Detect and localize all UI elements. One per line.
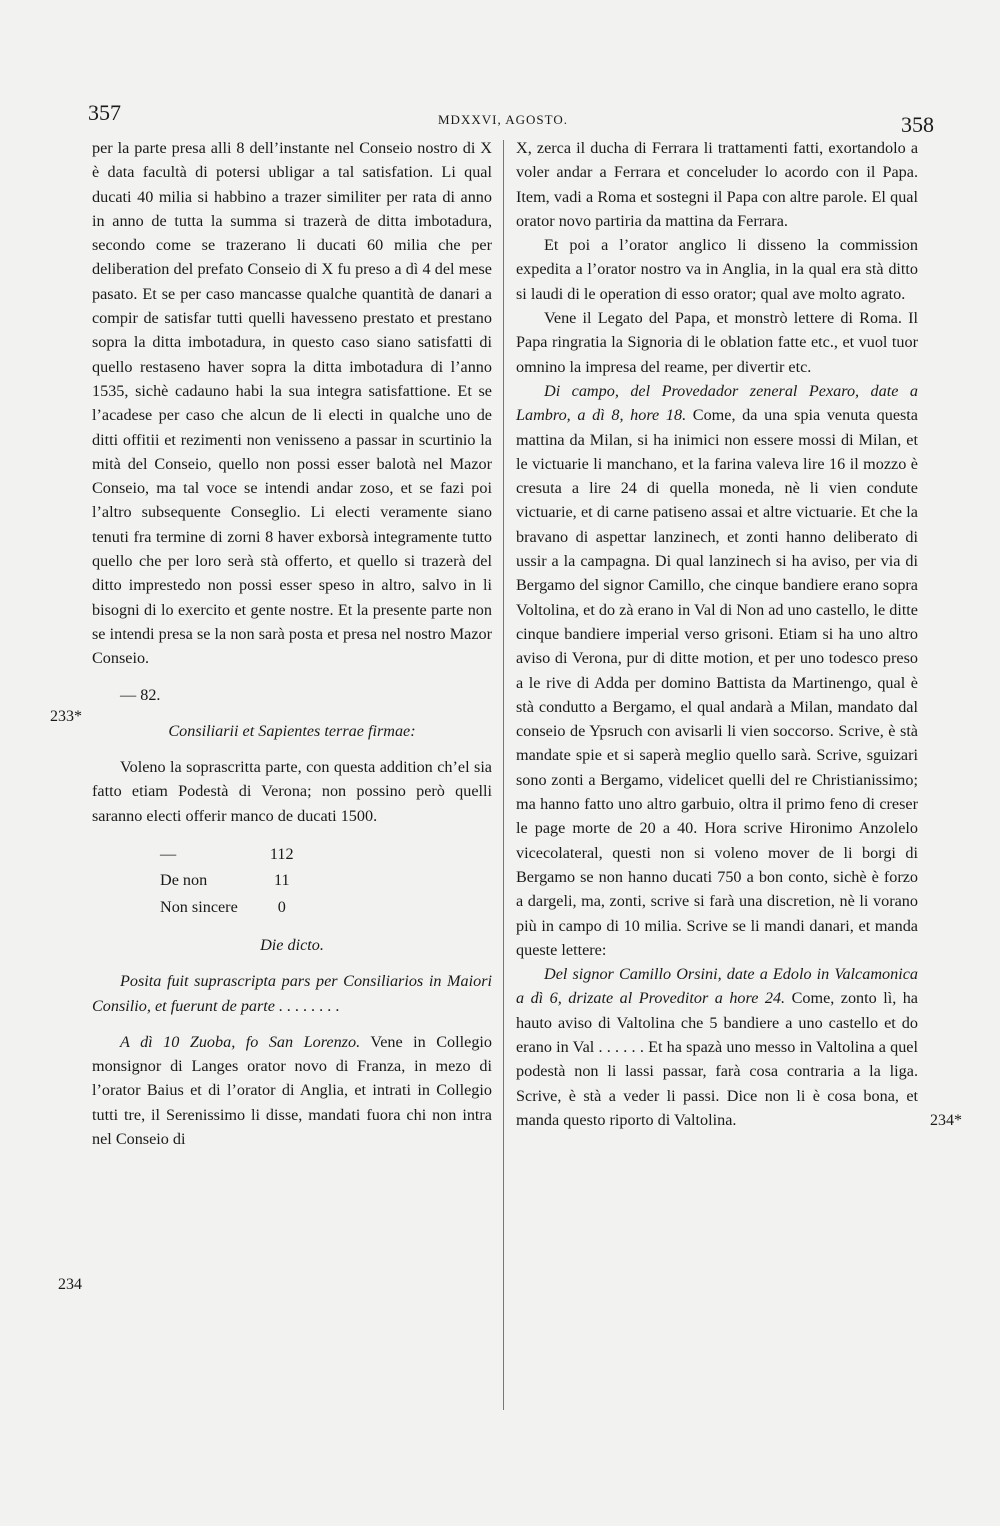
vote-count: — 82.	[120, 685, 161, 704]
vote-value: 0	[277, 897, 286, 916]
section-heading-consiliarii: Consiliarii et Sapientes terrae firmae:	[168, 721, 416, 740]
vote-label: De non	[160, 871, 208, 890]
left-paragraph-3: Posita fuit suprascripta pars per Consiliarios in Maiori Consilio, et fuerunt de parte . . . . . . . .	[92, 972, 492, 1015]
right-paragraph-5	[516, 962, 918, 1132]
vote-value: 11	[273, 871, 290, 890]
margin-note-234-right: 234*	[930, 1112, 962, 1129]
dateline-italic: Di campo, del Provedador zeneral Pexaro, date a Lambro, a dì 8, hore 18.	[516, 381, 918, 425]
vote-row	[160, 868, 324, 892]
vote-row	[160, 842, 324, 866]
margin-note-234-left: 234	[58, 1276, 82, 1293]
left-paragraph-2: Voleno la soprascritta parte, con questa addition ch’el sia fatto etiam Podestà di Verona; non possino però quelli saranno electi offerir manco de ducati 1500.	[92, 758, 492, 825]
vote-label: Non sincere	[160, 897, 238, 916]
margin-note-233: 233*	[50, 708, 82, 725]
dateline-italic: Del signor Camillo Orsini, date a Edolo in Valcamonica a dì 6, drizate al Proveditor a hore 24.	[516, 965, 918, 1008]
left-paragraph-1: per la parte presa alli 8 dell’instante nel Conseio nostro di X è data facultà di potersi ubligar a tal satisfation. Li qual ducati 40 milia si habbino a trazer similiter per rata di anno in anno de tutta la summa si trazerà de ditta imbotadura, secondo come se trazerano li ducati 60 milia che per deliberation del prefato Conseio di X fu preso a dì 4 del mese pasato. Et se per caso mancasse qualche quantità de danari a compir de satisfar tutti quelli havesseno prestato et prestano sopra la ditta imbotadura, in questo caso siano satisfatti di quello restaseno haver sopra la ditta imbotadura di l’anno 1535, sichè cadauno habi la sua integra satisfattione. Et se l’acadese per caso che alcun de li electi in qualche uno de ditti offitii et rezimenti non venisseno a passar in scurtinio la mità del Conseio, quello non possi esser balotà nel Mazor Conseio, ma tal voce se intendi andar zoso, et se fazi poi l’altro subsequente Conseglio. Li electi veramente siano tenuti fra termine di zorni 8 haver exborsà integramente tutto quello che per loro serà stà offerto, et quello si trazerà del ditto imprestedo non possi esser speso in altro, salvo in li bisogni di lo exercito et gente nostre. Et la presente parte non se intendi presa se la non sarà posta et presa nel nostro Mazor Conseio.	[92, 139, 492, 668]
right-column	[516, 136, 918, 1132]
right-paragraph-4	[516, 379, 918, 962]
column-divider	[503, 140, 504, 1410]
paragraph-body: Vene in Collegio monsignor di Langes orator novo di Franza, in mezo di l’orator Baius et di l’orator di Anglia, et intrati in Collegio tutti tre, il Serenissimo li disse, mandati fuora chi non intra nel Conseio di	[92, 1032, 493, 1148]
right-paragraph-3: Vene il Legato del Papa, et monstrò lettere di Roma. Il Papa ringratia la Signoria di le oblation fatte etc., et vuol tuor omnino la impresa del reame, per divertir etc.	[516, 309, 918, 376]
page-number-right: 358	[901, 112, 934, 137]
section-heading-die-dicto: Die dicto.	[260, 935, 324, 954]
page-header	[0, 96, 1000, 136]
vote-table	[158, 840, 326, 921]
paragraph-body: Come, zonto lì, ha hauto aviso di Valtolina che 5 bandiere a uno castello et do erano in Val . . . . . . Et ha spazà uno messo in Valtolina a quel podestà non li lassi passar, farà cosa contraria a la liga. Scrive, è stà a veder li passi. Dice non li è cosa bona, et manda questo riporto di Valtolina.	[516, 989, 918, 1129]
left-column	[92, 136, 492, 1151]
left-paragraph-4	[92, 1030, 492, 1151]
paragraph-body: Come, da una spia venuta questa mattina da Milan, si ha inimici non essere mossi di Milan, et le victuarie li manchano, et la farina valeva lire 16 il mozzo è cresuta a lire 24 di quella moneda, nè li vien condute victuarie, et di carne patiseno assai et altre victuarie. Et che la bravano di aspettar lanzinech, et zonti hanno deliberato di ussir a la campagna. Di qual lanzinech si ha aviso, per via di Bergamo del signor Camillo, che cinque bandiere erano sopra Voltolina, et do zà erano in Val di Non ad uno castello, le ditte cinque bandiere imperial verso grisoni. Etiam si ha uno altro aviso di Verona, pur di ditte motion, et per uno todesco preso a le rive di Adda per domino Battista da Martinengo, qual è stà condutto a Bergamo, el qual andarà a Milan, mandato dal conseio de Ypsruch con avisarli li vien soccorso. Scrive, è stà mandate spie et si saperà meglio quello sarà. Scrive, sguizari sono zonti a Bergamo, videlicet quelli del re Christianissimo; ma hanno fatto uno altro garbuio, oltra il primo feno di creser le page morte de 20 a 40. Hora scrive Hironimo Anzolelo vicecolateral, questi non si voleno mover de li borgi di Bergamo se non hanno ducati 750 a bon conto, sichè è forzo a dargeli, ma, zonti, scrive si farà una discretion, nè li vorano più in campo di 10 milia. Scrive se li mandi danari, et manda queste lettere:	[516, 406, 918, 959]
vote-value: 112	[269, 845, 294, 864]
running-title: MDXXVI, AGOSTO.	[438, 112, 568, 127]
vote-label: —	[160, 845, 177, 864]
vote-row	[160, 895, 324, 919]
right-paragraph-2: Et poi a l’orator anglico li disseno la commission expedita a l’orator nostro va in Anglia, in la qual era stà ditto si laudi di le operation di esso orator; qual ave molto agrato.	[516, 236, 918, 303]
right-paragraph-1: X, zerca il ducha di Ferrara li trattamenti fatti, exortandolo a voler andar a Ferrara et conceluder lo acordo con il Papa. Item, vadi a Roma et sostegni il Papa con altre parole. El qual orator novo partiria da mattina da Ferrara.	[516, 139, 918, 230]
page-number-left: 357	[88, 100, 121, 125]
dateline-italic: A dì 10 Zuoba, fo San Lorenzo.	[120, 1032, 361, 1051]
